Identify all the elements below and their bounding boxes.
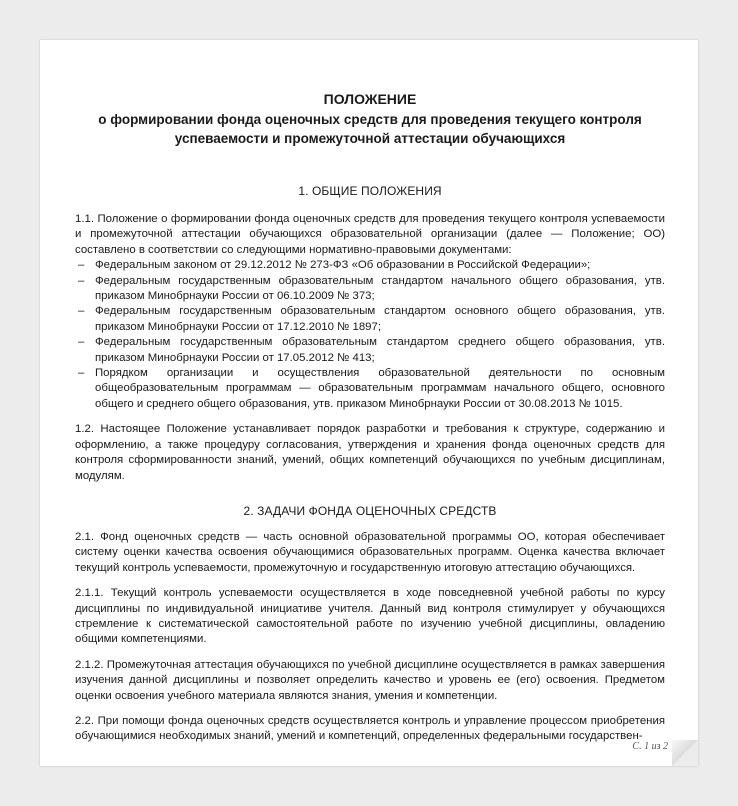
paragraph-1-1: 1.1. Положение о формировании фонда оценочных средств для проведения текущего контроля успеваемости и промежуточной аттестации обучающихся образовательной организации (далее — Положение; ОО) составлено в соответствии со следующими нормативно-правовыми документами: [75,213,665,256]
paragraph-2-1-2: 2.1.2. Промежуточная аттестация обучающихся по учебной дисциплине осуществляется в рамках завершения изучения данной дисциплины и позволяет определить качество и уровень ее (его) освоения. Предметом оценки освоения учебного материала являются знания, умения и компетенции. [75,658,665,702]
list-item: – Федеральным государственным образовательным стандартом основного общего образования, утв. приказом Минобрнауки России от 17.12.2010 № 1897; [75,304,665,335]
paragraph-1-2: 1.2. Настоящее Положение устанавливает порядок разработки и требования к структуре, содержанию и оформлению, а также процедуру согласования, утверждения и хранения фонда оценочных средств для контроля сформированности знаний, умений, общих компетенций обучающихся по учебным дисциплинам, модулям. [75,423,665,482]
regulations-list [75,258,665,412]
document-page [40,40,698,766]
document-subtitle [75,110,665,148]
page-curl [672,740,698,766]
list-item: – Федеральным государственным образовательным стандартом среднего общего образования, утв. приказом Минобрнауки России от 17.05.2012 № 413; [75,335,665,366]
list-item: – Федеральным государственным образовательным стандартом начального общего образования, утв. приказом Минобрнауки России от 06.10.2009 № 373; [75,274,665,305]
section-2-heading: 2. ЗАДАЧИ ФОНДА ОЦЕНОЧНЫХ СРЕДСТВ [243,503,497,518]
subtitle-line-1: о формировании фонда оценочных средств для проведения текущего контроля [98,112,642,127]
paragraph-2-1: 2.1. Фонд оценочных средств — часть основной образовательной программы ОО, которая обеспечивает систему оценки качества освоения обучающимися образовательных программ. Оценка качества включает текущий контроль успеваемости, промежуточную и государственную итоговую аттестацию обучающихся. [75,530,665,574]
paragraph-2-1-1: 2.1.1. Текущий контроль успеваемости осуществляется в ходе повседневной учебной работы по курсу дисциплины по индивидуальной инициативе учителя. Данный вид контроля стимулирует у обучающихся стремление к систематической самостоятельной работе по изучению учебной дисциплины, овладению общими компетенциями. [75,587,665,646]
list-item: – Федеральным законом от 29.12.2012 № 273-ФЗ «Об образовании в Российской Федерации»; [75,258,665,273]
subtitle-line-2: успеваемости и промежуточной аттестации обучающихся [174,131,566,146]
document-title: ПОЛОЖЕНИЕ [323,91,417,107]
page-number: С. 1 из 2 [632,741,668,752]
document-body [75,90,665,755]
list-item: – Порядком организации и осуществления образовательной деятельности по основным общеобразовательным программам — образовательным программам начального общего, основного общего и среднего общего образования, утв. приказом Минобрнауки России от 30.08.2013 № 1015. [75,366,665,412]
section-1-heading: 1. ОБЩИЕ ПОЛОЖЕНИЯ [298,184,442,198]
paragraph-2-2: 2.2. При помощи фонда оценочных средств осуществляется контроль и управление процессом приобретения обучающимися необходимых знаний, умений и компетенций, определенных федеральными государствен- [75,714,665,743]
